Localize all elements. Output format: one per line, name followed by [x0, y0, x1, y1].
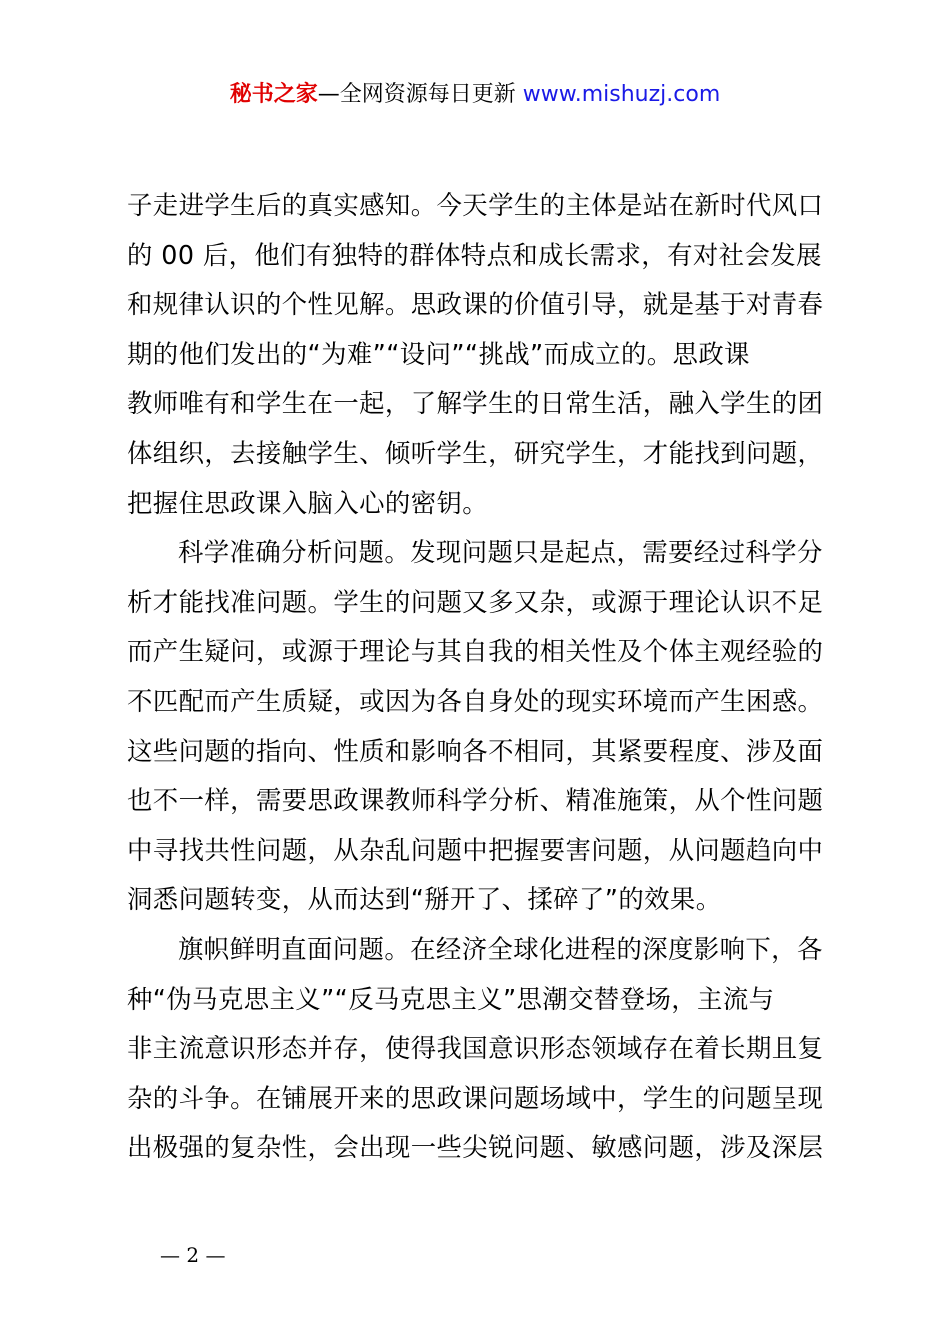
website-url: www.mishuzj.com [522, 82, 721, 107]
document-body [127, 181, 847, 1173]
text-line: 出极强的复杂性，会出现一些尖锐问题、敏感问题，涉及深层 [127, 1132, 824, 1163]
text-line: 的 00 后，他们有独特的群体特点和成长需求，有对社会发展 [127, 239, 822, 270]
text-line: 种“伪马克思主义”“反马克思主义”思潮交替登场，主流与 [127, 983, 775, 1014]
brand-name: 秘书之家 [229, 82, 318, 107]
text-line: 析才能找准问题。学生的问题又多又杂，或源于理论认识不足 [127, 586, 824, 617]
text-line: 教师唯有和学生在一起，了解学生的日常生活，融入学生的团 [127, 388, 824, 419]
text-line: 子走进学生后的真实感知。今天学生的主体是站在新时代风口 [127, 190, 824, 220]
text-line: 中寻找共性问题，从杂乱问题中把握要害问题，从问题趋向中 [127, 834, 824, 865]
text-line: 期的他们发出的“为难”“设问”“挑战”而成立的。思政课 [127, 338, 750, 369]
text-line: 不匹配而产生质疑，或因为各自身处的现实环境而产生困惑。 [127, 685, 824, 716]
text-line: 体组织，去接触学生、倾听学生，研究学生，才能找到问题， [127, 437, 824, 468]
header-tagline: —全网资源每日更新 [317, 82, 523, 107]
text-line: 这些问题的指向、性质和影响各不相同，其紧要程度、涉及面 [127, 735, 824, 766]
text-line: 把握住思政课入脑入心的密钥。 [127, 487, 489, 518]
text-line: 洞悉问题转变，从而达到“掰开了、揉碎了”的效果。 [127, 884, 722, 915]
page-number: — 2 — [160, 1243, 226, 1267]
text-line: 和规律认识的个性见解。思政课的价值引导，就是基于对青春 [127, 289, 824, 320]
paragraph-start-line: 旗帜鲜明直面问题。在经济全球化进程的深度影响下，各 [178, 933, 823, 964]
paragraph-start-line: 科学准确分析问题。发现问题只是起点，需要经过科学分 [178, 537, 823, 568]
page-header [0, 78, 950, 112]
text-line: 而产生疑问，或源于理论与其自我的相关性及个体主观经验的 [127, 636, 824, 667]
text-line: 也不一样，需要思政课教师科学分析、精准施策，从个性问题 [127, 785, 824, 816]
text-line: 非主流意识形态并存，使得我国意识形态领域存在着长期且复 [127, 1033, 824, 1064]
text-line: 杂的斗争。在铺展开来的思政课问题场域中，学生的问题呈现 [127, 1082, 824, 1113]
